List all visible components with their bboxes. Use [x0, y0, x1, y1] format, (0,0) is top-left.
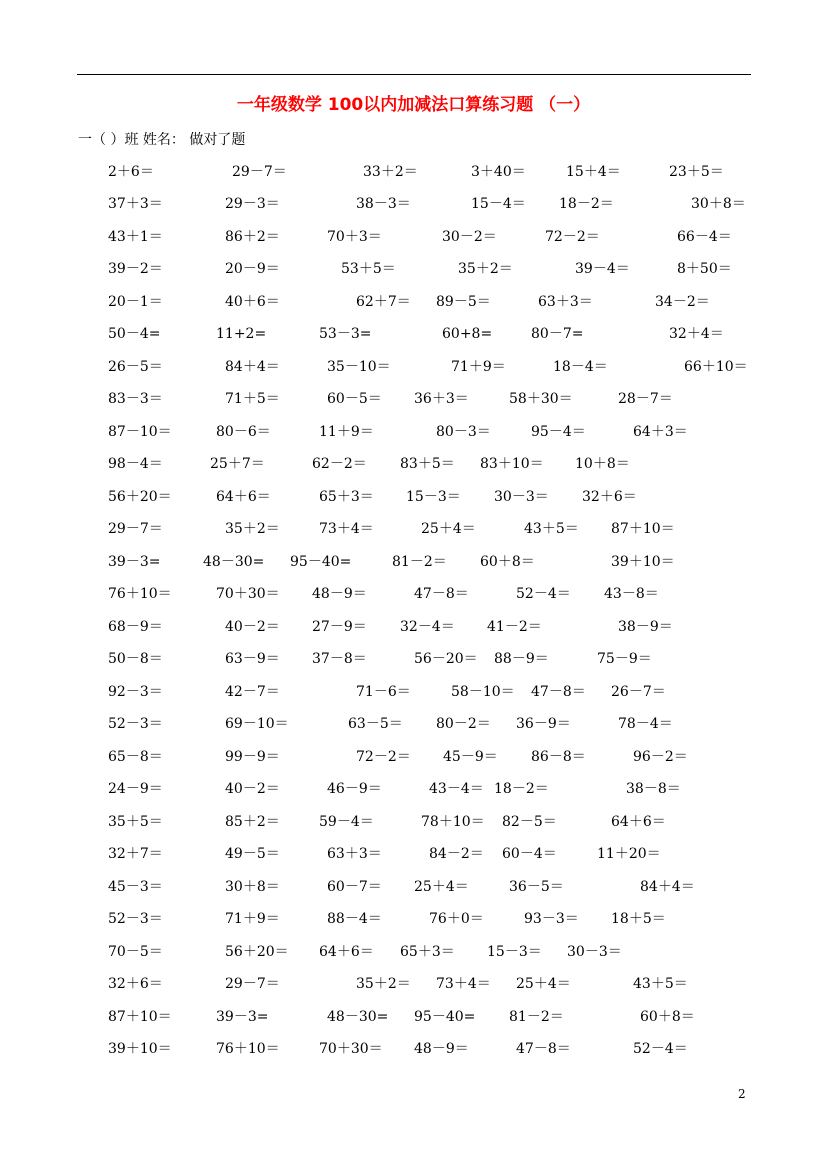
problem-item: 47－8＝: [516, 1041, 571, 1057]
problem-item: 66－4＝: [677, 229, 732, 245]
problem-item: 76＋10＝: [216, 1041, 280, 1057]
problem-item: 60－7＝: [327, 879, 382, 895]
problem-item: 41－2＝: [487, 619, 542, 635]
page-title: 一年级数学 100以内加减法口算练习题 （一）: [236, 95, 591, 115]
problem-item: 38－9＝: [618, 619, 673, 635]
problem-item: 80－2＝: [436, 716, 491, 732]
problem-item: 28－7＝: [618, 391, 673, 407]
problem-item: 96－2＝: [633, 749, 688, 765]
problem-item: 45－3＝: [108, 879, 163, 895]
problem-item: 48－30=: [327, 1009, 389, 1025]
page-number: 2: [738, 1087, 746, 1101]
problem-item: 48－30=: [203, 554, 265, 570]
problem-item: 66＋10＝: [684, 359, 748, 375]
problem-item: 2＋6＝: [108, 164, 154, 180]
problem-item: 32－4＝: [400, 619, 455, 635]
problem-item: 60＋8＝: [480, 554, 535, 570]
problem-item: 81－2＝: [392, 554, 447, 570]
problem-item: 83＋10＝: [480, 456, 544, 472]
problem-item: 65＋3＝: [319, 489, 374, 505]
problem-item: 83－3＝: [108, 391, 163, 407]
problem-item: 75－9＝: [597, 651, 652, 667]
problem-item: 40＋6＝: [225, 294, 280, 310]
problem-item: 76＋0＝: [429, 911, 484, 927]
problem-item: 95－4＝: [531, 424, 586, 440]
problem-item: 65＋3＝: [400, 944, 455, 960]
problem-item: 76＋10＝: [108, 586, 172, 602]
problem-item: 71－6＝: [356, 684, 411, 700]
problem-item: 52－4＝: [516, 586, 571, 602]
problem-item: 81－2＝: [509, 1009, 564, 1025]
problem-item: 26－5＝: [108, 359, 163, 375]
problem-item: 93－3＝: [524, 911, 579, 927]
problem-item: 35＋2＝: [356, 976, 411, 992]
problem-item: 89－5＝: [436, 294, 491, 310]
problem-item: 30＋8＝: [225, 879, 280, 895]
problem-item: 68－9＝: [108, 619, 163, 635]
problem-item: 43＋1＝: [108, 229, 163, 245]
problem-item: 30＋8＝: [691, 196, 746, 212]
problem-item: 27－9＝: [312, 619, 367, 635]
problem-item: 18－2＝: [494, 781, 549, 797]
problem-item: 85＋2＝: [225, 814, 280, 830]
problem-item: 73＋4＝: [319, 521, 374, 537]
problem-item: 50－8＝: [108, 651, 163, 667]
problem-item: 11＋20＝: [597, 846, 661, 862]
problem-item: 48－9＝: [312, 586, 367, 602]
problem-item: 80－7=: [531, 326, 584, 342]
problem-item: 39－3=: [216, 1009, 269, 1025]
problem-item: 20－1＝: [108, 294, 163, 310]
problem-item: 11＋9＝: [319, 424, 374, 440]
problem-item: 53－3=: [319, 326, 372, 342]
problem-item: 35－10＝: [327, 359, 391, 375]
problem-item: 18－4＝: [553, 359, 608, 375]
problem-item: 53＋5＝: [341, 261, 396, 277]
problem-item: 73＋4＝: [436, 976, 491, 992]
problem-item: 18－2＝: [559, 196, 614, 212]
problem-item: 29－7＝: [225, 976, 280, 992]
problem-item: 39＋10＝: [611, 554, 675, 570]
problem-item: 69－10＝: [225, 716, 289, 732]
problem-item: 60+8=: [442, 326, 493, 342]
problem-item: 47－8＝: [414, 586, 469, 602]
problem-item: 11+2=: [216, 326, 267, 342]
problem-item: 80－3＝: [436, 424, 491, 440]
problem-item: 86－8＝: [531, 749, 586, 765]
problem-item: 34－2＝: [655, 294, 710, 310]
problem-item: 86＋2＝: [225, 229, 280, 245]
problem-item: 64＋6＝: [319, 944, 374, 960]
problem-item: 39－3=: [108, 554, 161, 570]
problem-item: 84－2＝: [429, 846, 484, 862]
problem-item: 37＋3＝: [108, 196, 163, 212]
problem-item: 20－9＝: [225, 261, 280, 277]
problem-item: 63－5＝: [348, 716, 403, 732]
problem-item: 3＋40＝: [471, 164, 526, 180]
problem-item: 15＋4＝: [566, 164, 621, 180]
problem-item: 87＋10＝: [108, 1009, 172, 1025]
problem-item: 58－10＝: [451, 684, 515, 700]
problem-item: 62＋7＝: [356, 294, 411, 310]
problem-item: 25＋4＝: [516, 976, 571, 992]
problem-item: 72－2＝: [545, 229, 600, 245]
problem-item: 43－8＝: [604, 586, 659, 602]
problem-item: 65－8＝: [108, 749, 163, 765]
problem-item: 36－5＝: [509, 879, 564, 895]
problem-item: 71＋5＝: [225, 391, 280, 407]
problem-item: 29－3＝: [225, 196, 280, 212]
problem-item: 24－9＝: [108, 781, 163, 797]
problem-item: 84＋4＝: [225, 359, 280, 375]
problem-item: 70＋3＝: [327, 229, 382, 245]
problem-item: 64＋6＝: [216, 489, 271, 505]
problem-item: 88－9＝: [494, 651, 549, 667]
problem-item: 43＋5＝: [633, 976, 688, 992]
problem-item: 32＋6＝: [108, 976, 163, 992]
problem-item: 32＋6＝: [582, 489, 637, 505]
problem-item: 70－5＝: [108, 944, 163, 960]
problem-item: 15－3＝: [406, 489, 461, 505]
problem-item: 35＋2＝: [225, 521, 280, 537]
problem-item: 59－4＝: [319, 814, 374, 830]
problem-item: 50－4=: [108, 326, 161, 342]
problem-item: 87＋10＝: [611, 521, 675, 537]
problem-item: 26－7＝: [611, 684, 666, 700]
problem-item: 39＋10＝: [108, 1041, 172, 1057]
problem-item: 45－9＝: [443, 749, 498, 765]
problem-item: 88－4＝: [327, 911, 382, 927]
problem-item: 38－3＝: [356, 196, 411, 212]
problem-item: 15－4＝: [471, 196, 526, 212]
problem-item: 42－7＝: [225, 684, 280, 700]
problem-item: 29－7＝: [108, 521, 163, 537]
problem-item: 78－4＝: [618, 716, 673, 732]
problem-item: 48－9＝: [414, 1041, 469, 1057]
problem-item: 52－3＝: [108, 911, 163, 927]
problem-item: 63＋3＝: [327, 846, 382, 862]
problem-item: 40－2＝: [225, 781, 280, 797]
problem-item: 64＋3＝: [633, 424, 688, 440]
problem-item: 38－8＝: [626, 781, 681, 797]
problem-item: 95－40=: [290, 554, 352, 570]
problem-item: 60＋8＝: [640, 1009, 695, 1025]
problem-item: 98－4＝: [108, 456, 163, 472]
problem-item: 80－6＝: [216, 424, 271, 440]
problem-item: 43－4＝: [429, 781, 484, 797]
problem-item: 70＋30＝: [319, 1041, 383, 1057]
problem-item: 71＋9＝: [225, 911, 280, 927]
problem-item: 46－9＝: [327, 781, 382, 797]
problem-item: 92－3＝: [108, 684, 163, 700]
problem-item: 18＋5＝: [611, 911, 666, 927]
problem-item: 95－40=: [414, 1009, 476, 1025]
problem-item: 87－10＝: [108, 424, 172, 440]
problem-item: 39－2＝: [108, 261, 163, 277]
problem-item: 32＋4＝: [669, 326, 724, 342]
problem-item: 10＋8＝: [575, 456, 630, 472]
problem-item: 39－4＝: [575, 261, 630, 277]
problem-item: 49－5＝: [225, 846, 280, 862]
problem-item: 52－3＝: [108, 716, 163, 732]
problem-item: 47－8＝: [531, 684, 586, 700]
problem-item: 99－9＝: [225, 749, 280, 765]
problem-item: 25＋4＝: [414, 879, 469, 895]
problem-item: 60－5＝: [327, 391, 382, 407]
problem-item: 83＋5＝: [400, 456, 455, 472]
problem-item: 84＋4＝: [640, 879, 695, 895]
problem-item: 64＋6＝: [611, 814, 666, 830]
problem-item: 35＋2＝: [458, 261, 513, 277]
problem-item: 15－3＝: [487, 944, 542, 960]
problem-item: 30－3＝: [567, 944, 622, 960]
problem-item: 71＋9＝: [451, 359, 506, 375]
problem-item: 52－4＝: [633, 1041, 688, 1057]
problem-item: 60－4＝: [502, 846, 557, 862]
problem-item: 8＋50＝: [677, 261, 732, 277]
problem-item: 36－9＝: [516, 716, 571, 732]
problem-item: 56＋20＝: [108, 489, 172, 505]
problem-item: 30－3＝: [494, 489, 549, 505]
problem-item: 37－8＝: [312, 651, 367, 667]
problem-item: 25＋4＝: [421, 521, 476, 537]
problem-item: 25＋7＝: [210, 456, 265, 472]
problem-item: 56＋20＝: [225, 944, 289, 960]
problem-item: 63＋3＝: [538, 294, 593, 310]
problem-item: 33＋2＝: [363, 164, 418, 180]
problem-item: 43＋5＝: [524, 521, 579, 537]
problem-item: 58＋30＝: [509, 391, 573, 407]
problem-item: 62－2＝: [312, 456, 367, 472]
problem-item: 36＋3＝: [414, 391, 469, 407]
problem-item: 82－5＝: [502, 814, 557, 830]
problem-item: 78＋10＝: [421, 814, 485, 830]
problem-item: 23＋5＝: [669, 164, 724, 180]
class-name-line: 一（ ）班 姓名： 做对了题: [78, 132, 246, 148]
problem-item: 29－7＝: [232, 164, 287, 180]
problem-item: 72－2＝: [356, 749, 411, 765]
problem-item: 35＋5＝: [108, 814, 163, 830]
problem-item: 63－9＝: [225, 651, 280, 667]
problem-item: 56－20＝: [414, 651, 478, 667]
problem-item: 70＋30＝: [216, 586, 280, 602]
problem-item: 32＋7＝: [108, 846, 163, 862]
problem-item: 40－2＝: [225, 619, 280, 635]
problem-item: 30－2＝: [442, 229, 497, 245]
